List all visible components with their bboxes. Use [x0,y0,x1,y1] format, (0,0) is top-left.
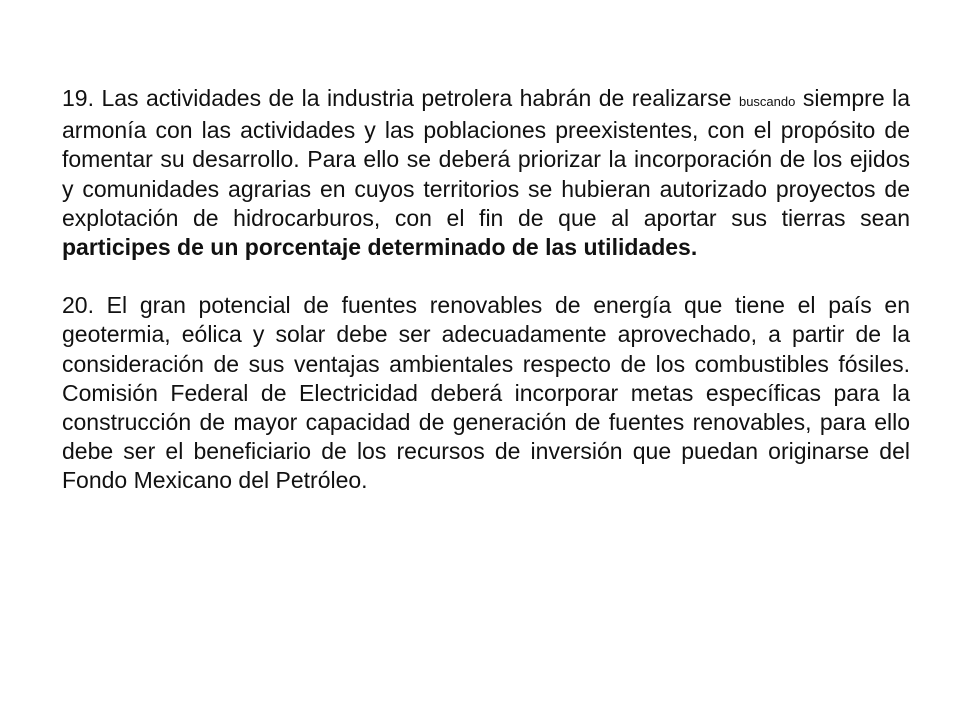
paragraph-19-bold-text: participes de un porcentaje determinado de las utilidades. [62,234,698,261]
paragraph-19 [62,84,910,262]
paragraph-19-text-part-1: 19. Las actividades de la industria petrolera habrán de realizarse [62,85,739,111]
paragraph-20: 20. El gran potencial de fuentes renovables de energía que tiene el país en geotermia, eólica y solar debe ser adecuadamente aprovechado, a partir de la consideración de sus ventajas ambientales respecto de los combustibles fósiles. Comisión Federal de Electricidad deberá incorporar metas específicas para la construcción de mayor capacidad de generación de fuentes renovables, para ello debe ser el beneficiario de los recursos de inversión que puedan originarse del Fondo Mexicano del Petróleo. [62,292,910,494]
slide-content [62,84,910,496]
paragraph-19-text-part-2: siempre la armonía con las actividades y las poblaciones preexistentes, con el propósito de fomentar su desarrollo. Para ello se deberá priorizar la incorporación de los ejidos y comunidades agrarias en cuyos territorios se hubieran autorizado proyectos de explotación de hidrocarburos, con el fin de que al aportar sus tierras sean [62,85,911,231]
paragraph-19-small-word: buscando [738,94,796,109]
